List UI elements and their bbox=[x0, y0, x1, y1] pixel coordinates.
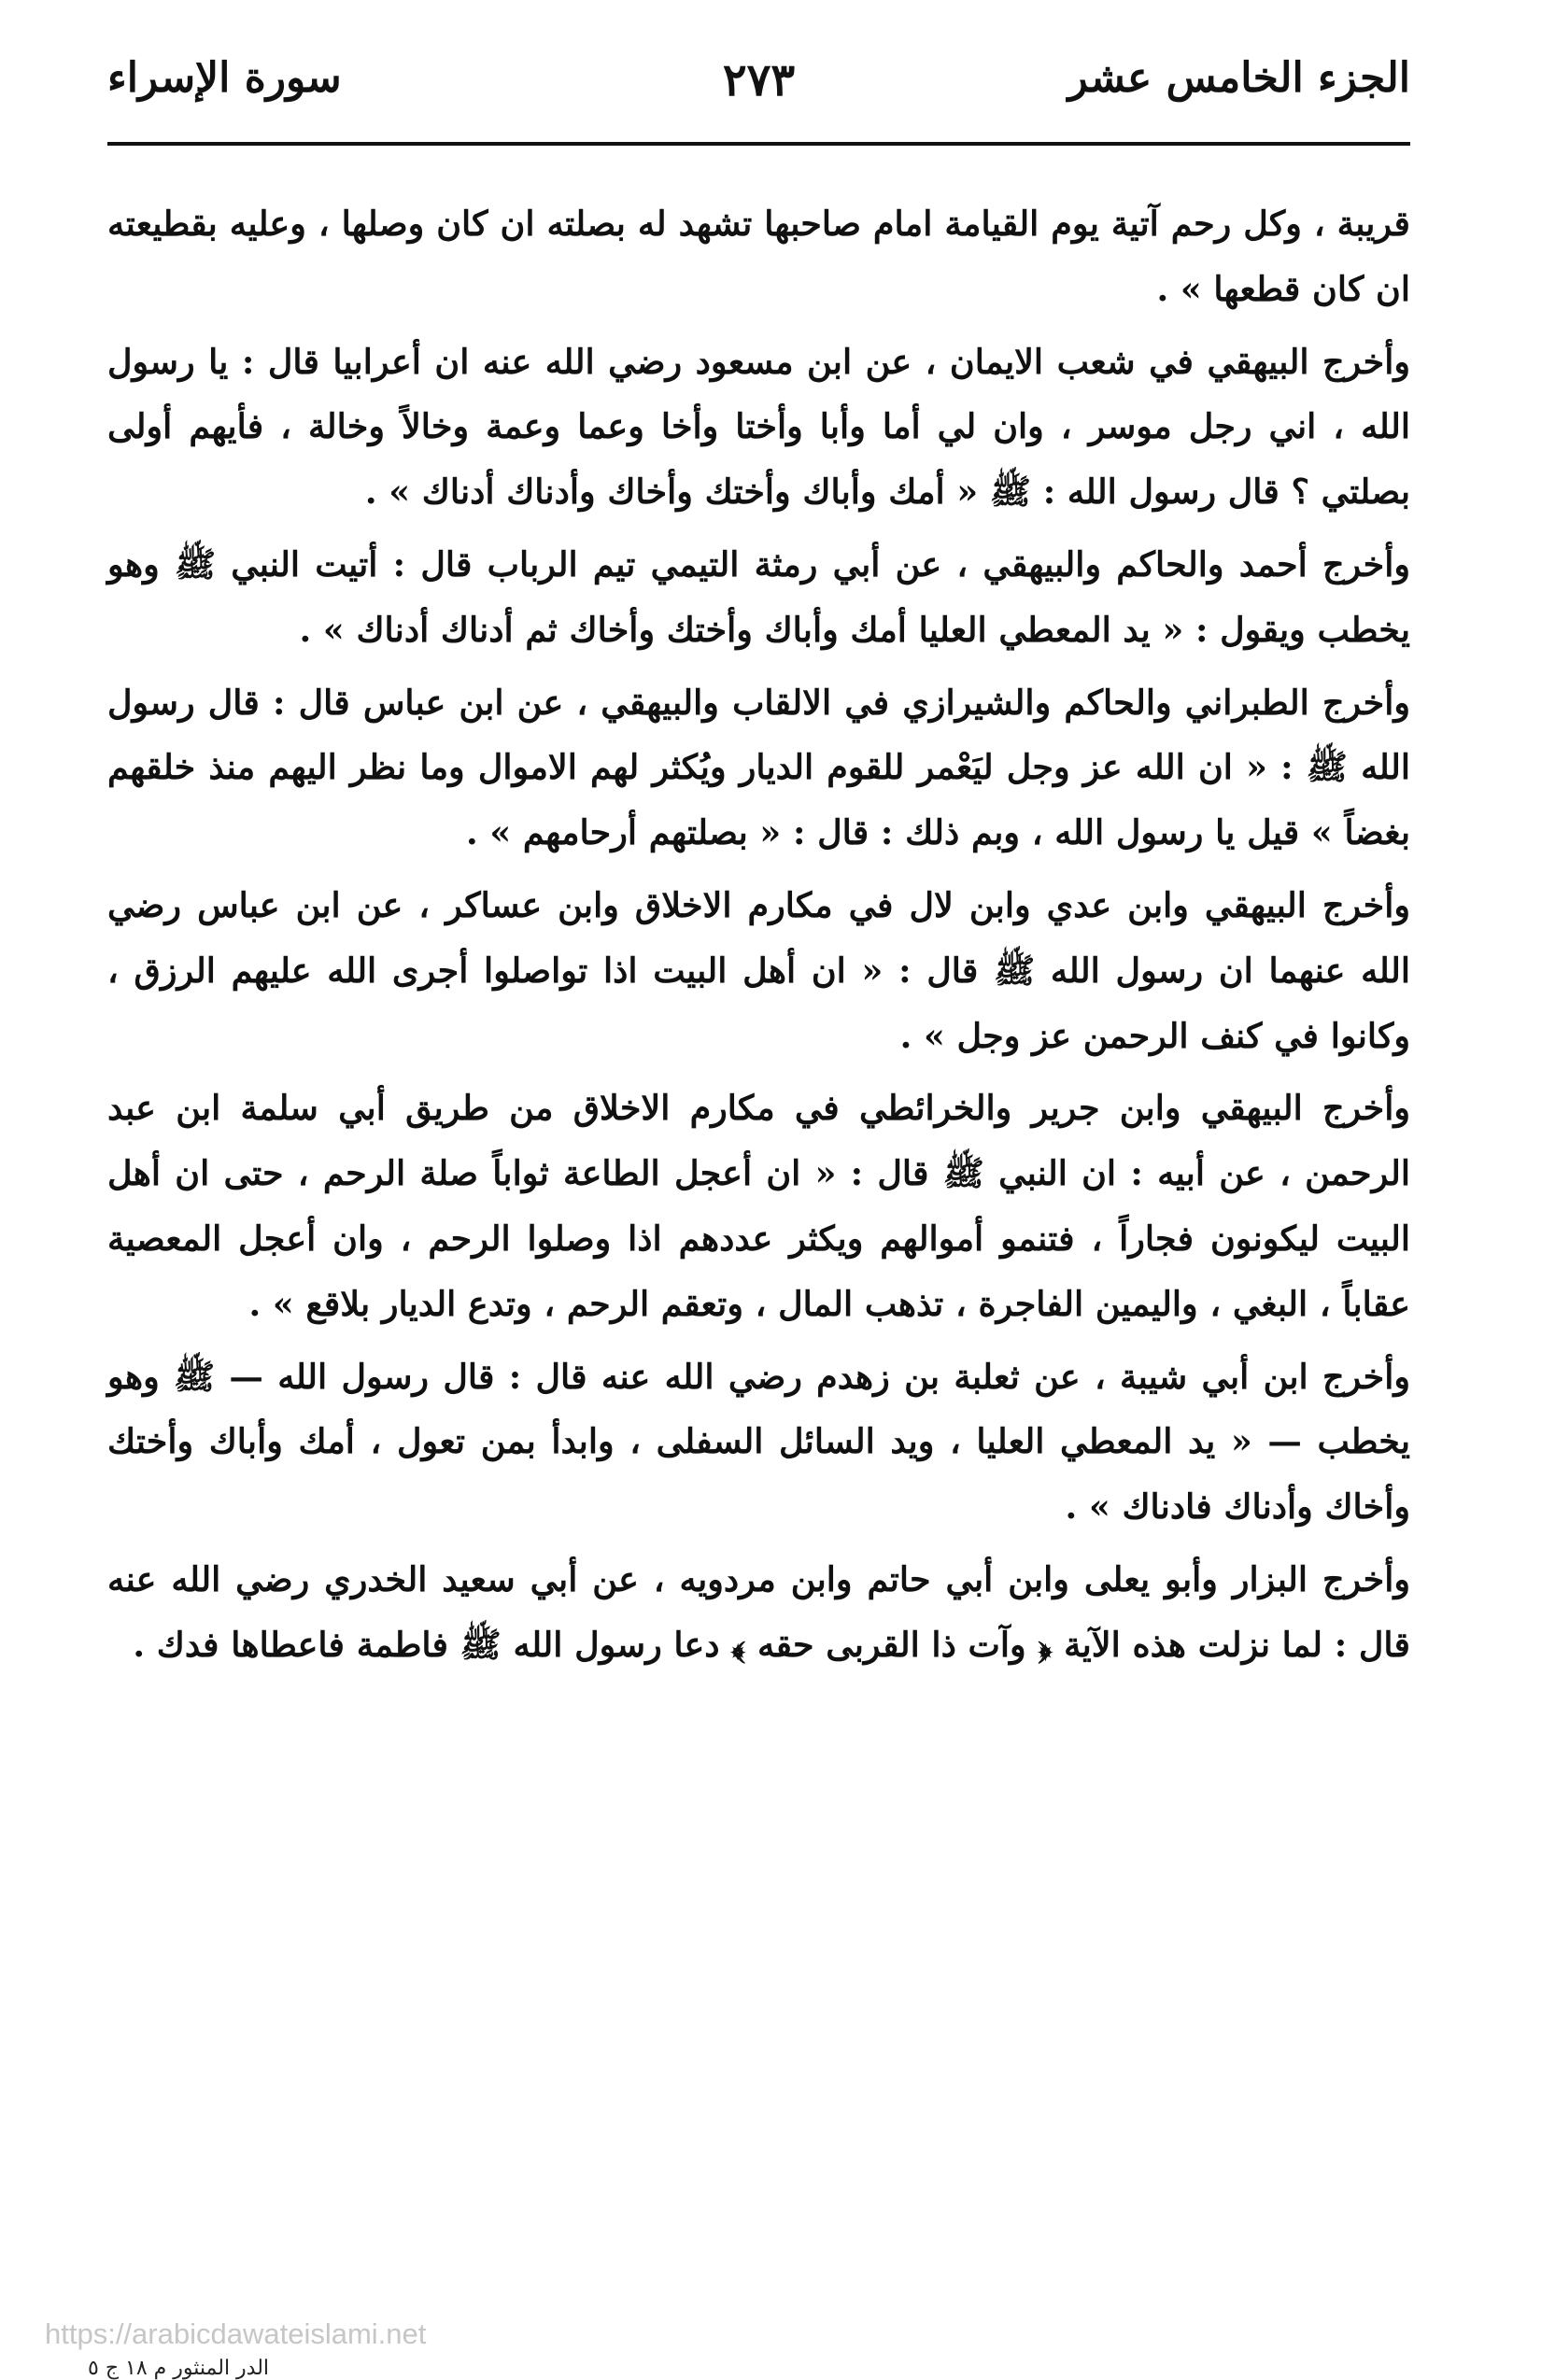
footer-source-note: الدر المنثور م ١٨ ج ٥ bbox=[88, 2357, 270, 2380]
page-footer bbox=[45, 2317, 699, 2380]
paragraph: وأخرج أحمد والحاكم والبيهقي ، عن أبي رمثة التيمي تيم الرباب قال : أتيت النبي ﷺ وهو يخطب ويقول : « يد المعطي العليا أمك وأباك وأختك وأخاك ثم أدناك أدناك » . bbox=[107, 543, 1410, 650]
juz-title: الجزء الخامس عشر bbox=[1067, 54, 1410, 102]
paragraph: قريبة ، وكل رحم آتية يوم القيامة امام صاحبها تشهد له بصلته ان كان وصلها ، وعليه بقطيعته ان كان قطعها » . bbox=[107, 204, 1410, 309]
main-text bbox=[107, 191, 1410, 1685]
surah-title: سورة الإسراء bbox=[107, 54, 342, 102]
page-number: ٢٧٣ bbox=[722, 54, 796, 106]
paragraph: وأخرج البيهقي وابن عدي وابن لال في مكارم الاخلاق وابن عساكر ، عن ابن عباس رضي الله عنهما ان رسول الله ﷺ قال : « ان أهل البيت اذا تواصلوا أجرى الله عليهم الرزق ، وكانوا في كنف الرحمن عز وجل » . bbox=[107, 884, 1410, 1056]
header-rule bbox=[107, 142, 1410, 146]
watermark-url[interactable]: https://arabicdawateislami.net bbox=[45, 2317, 427, 2350]
paragraph: وأخرج البزار وأبو يعلى وابن أبي حاتم وابن مردويه ، عن أبي سعيد الخدري رضي الله عنه قال : لما نزلت هذه الآية ﴿ وآت ذا القربى حقه ﴾ دعا رسول الله ﷺ فاطمة فاعطاها فدك . bbox=[107, 1558, 1410, 1665]
paragraph: وأخرج ابن أبي شيبة ، عن ثعلبة بن زهدم رضي الله عنه قال : قال رسول الله — ﷺ وهو يخطب — « يد المعطي العليا ، ويد السائل السفلى ، وابدأ بمن تعول ، أمك وأباك وأختك وأخاك وأدناك فادناك » . bbox=[107, 1356, 1410, 1528]
paragraph: وأخرج البيهقي في شعب الايمان ، عن ابن مسعود رضي الله عنه ان أعرابيا قال : يا رسول الله ، اني رجل موسر ، وان لي أما وأبا وأختا وأخا وعما وعمة وخالاً وخالة ، فأيهم أولى بصلتي ؟ قال رسول الله : ﷺ « أمك وأباك وأختك وأخاك وأدناك أدناك » . bbox=[107, 341, 1410, 513]
paragraph: وأخرج البيهقي وابن جرير والخرائطي في مكارم الاخلاق من طريق أبي سلمة ابن عبد الرحمن ، عن أبيه : ان النبي ﷺ قال : « ان أعجل الطاعة ثواباً صلة الرحم ، حتى ان أهل البيت ليكونون فجاراً ، فتنمو أموالهم ويكثر عددهم اذا وصلوا الرحم ، وان أعجل المعصية عقاباً ، البغي ، واليمين الفاجرة ، تذهب المال ، وتعقم الرحم ، وتدع الديار بلاقع » . bbox=[107, 1088, 1410, 1324]
running-header bbox=[107, 54, 1410, 129]
paragraph: وأخرج الطبراني والحاكم والشيرازي في الالقاب والبيهقي ، عن ابن عباس قال : قال رسول الله ﷺ : « ان الله عز وجل ليَعْمر للقوم الديار ويُكثر لهم الاموال وما نظر اليهم منذ خلقهم بغضاً » قيل يا رسول الله ، وبم ذلك : قال : « بصلتهم أرحامهم » . bbox=[107, 682, 1410, 853]
